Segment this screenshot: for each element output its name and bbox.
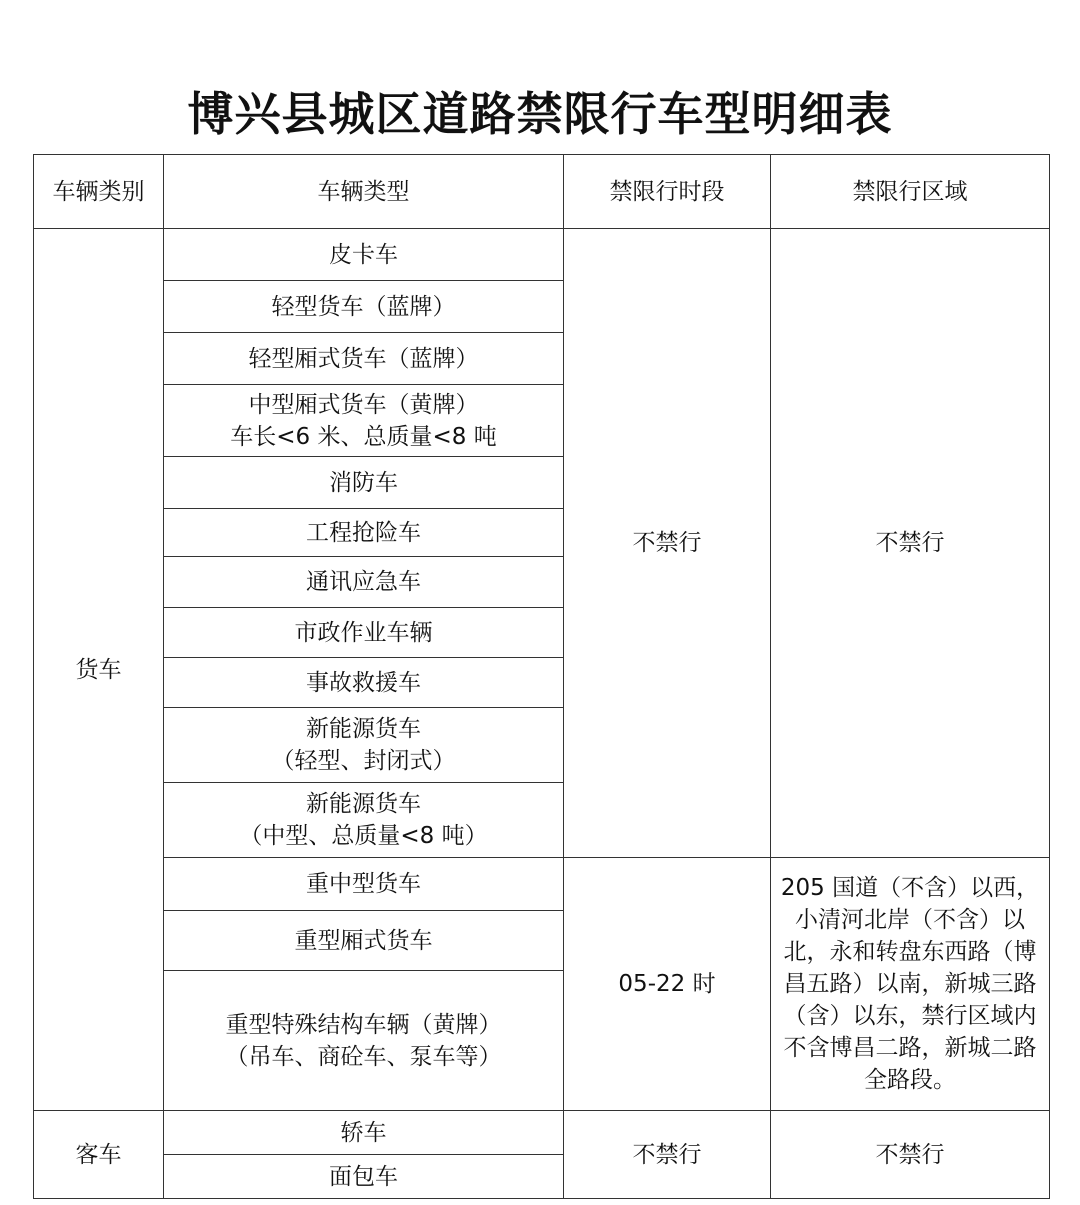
vehicle-type-line1: 重型特殊结构车辆（黄牌） — [225, 1011, 502, 1038]
header-row — [34, 155, 1050, 229]
vehicle-type-cell: 轻型厢式货车（蓝牌） — [164, 333, 564, 385]
vehicle-type-cell: 工程抢险车 — [164, 509, 564, 557]
region-cell-light-truck: 不禁行 — [771, 229, 1050, 858]
vehicle-type-line2: （中型、总质量<8 吨） — [239, 823, 488, 849]
vehicle-type-line1: 新能源货车 — [306, 791, 421, 817]
vehicle-type-line2: （吊车、商砼车、泵车等） — [225, 1043, 502, 1070]
vehicle-type-cell: 重中型货车 — [164, 858, 564, 911]
vehicle-type-cell: 市政作业车辆 — [164, 608, 564, 658]
table-row — [34, 858, 1050, 911]
table-row — [34, 1111, 1050, 1155]
region-cell-heavy-truck: 205 国道（不含）以西，小清河北岸（不含）以北，永和转盘东西路（博昌五路）以南，新城三路（含）以东，禁行区域内不含博昌二路，新城二路全路段。 — [771, 858, 1050, 1111]
header-time: 禁限行时段 — [564, 155, 771, 229]
vehicle-type-cell: 轻型货车（蓝牌） — [164, 281, 564, 333]
vehicle-type-cell: 重型厢式货车 — [164, 911, 564, 971]
vehicle-type-line2: （轻型、封闭式） — [271, 748, 456, 774]
time-cell-light-truck: 不禁行 — [564, 229, 771, 858]
vehicle-type-cell — [164, 783, 564, 858]
vehicle-type-cell: 皮卡车 — [164, 229, 564, 281]
vehicle-type-line1: 新能源货车 — [306, 716, 421, 742]
header-region: 禁限行区域 — [771, 155, 1050, 229]
vehicle-type-cell: 消防车 — [164, 457, 564, 509]
time-cell-bus: 不禁行 — [564, 1111, 771, 1199]
category-bus: 客车 — [34, 1111, 164, 1199]
table-row — [34, 229, 1050, 281]
restriction-table — [33, 154, 1050, 1199]
header-category: 车辆类别 — [34, 155, 164, 229]
vehicle-type-cell: 事故救援车 — [164, 658, 564, 708]
vehicle-type-line1: 中型厢式货车（黄牌） — [248, 391, 479, 418]
vehicle-type-cell: 通讯应急车 — [164, 557, 564, 608]
category-truck: 货车 — [34, 229, 164, 1111]
page-title: 博兴县城区道路禁限行车型明细表 — [187, 87, 893, 141]
vehicle-type-cell — [164, 708, 564, 783]
region-cell-bus: 不禁行 — [771, 1111, 1050, 1199]
vehicle-type-cell — [164, 385, 564, 457]
vehicle-type-cell: 轿车 — [164, 1111, 564, 1155]
vehicle-type-line2: 车长<6 米、总质量<8 吨 — [230, 423, 497, 450]
header-type: 车辆类型 — [164, 155, 564, 229]
vehicle-type-cell — [164, 971, 564, 1111]
vehicle-type-cell: 面包车 — [164, 1155, 564, 1199]
time-cell-heavy-truck: 05-22 时 — [564, 858, 771, 1111]
